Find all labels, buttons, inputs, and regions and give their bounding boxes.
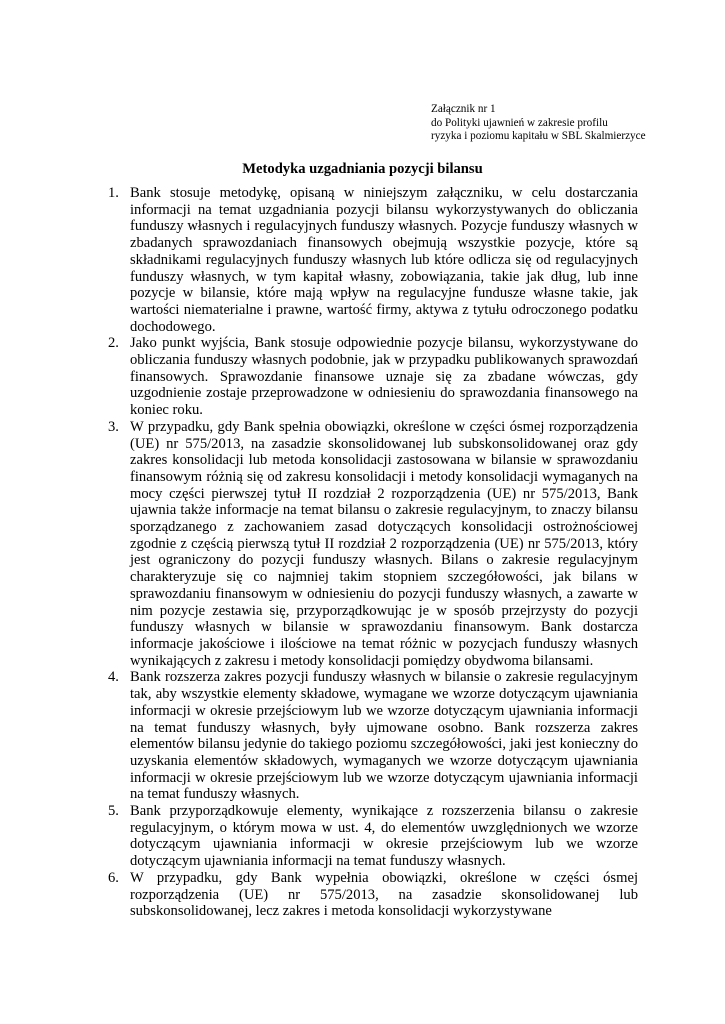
list-item-text: Bank stosuje metodykę, opisaną w niniejszym załączniku, w celu dostarczania informacji na temat uzgadniania pozycji bilansu wykorzystywanych do obliczania funduszy własnych i regulacyjnych funduszy własnych. Pozycje funduszy własnych w zbadanych sprawozdaniach finansowych obejmują wszystkie pozycje, które są składnikami regulacyjnych funduszy własnych lub które odlicza się od regulacyjnych funduszy własnych, w tym kapitał własny, zobowiązania, takie jak dług, lub inne pozycje w bilansie, które mają wpływ na regulacyjne fundusze własne takie, jak wartości niematerialne i prawne, wartość firmy, aktywa z tytułu odroczonego podatku dochodowego. bbox=[130, 185, 638, 335]
list-item bbox=[108, 870, 638, 920]
list-item-number: 2. bbox=[108, 335, 119, 352]
list-item bbox=[108, 185, 638, 335]
list-item-text: Jako punkt wyjścia, Bank stosuje odpowiednie pozycje bilansu, wykorzystywane do obliczania funduszy własnych podobnie, jak w przypadku publikowanych sprawozdań finansowych. Sprawozdanie finansowe uznaje się za zbadane wówczas, gdy uzgodnienie zostaje przeprowadzone w odniesieniu do sprawozdania finansowego na koniec roku. bbox=[130, 335, 638, 419]
list-item bbox=[108, 419, 638, 670]
document-title: Metodyka uzgadniania pozycji bilansu bbox=[242, 161, 483, 177]
list-item-number: 1. bbox=[108, 185, 119, 201]
list-item-text: Bank przyporządkowuje elementy, wynikające z rozszerzenia bilansu o zakresie regulacyjnym, o którym mowa w ust. 4, do elementów uwzględnionych we wzorze dotyczącym ujawniania informacji w okresie przejściowym lub we wzorze dotyczącym ujawniania informacji na temat funduszy własnych. bbox=[130, 803, 638, 870]
numbered-list bbox=[108, 185, 638, 920]
list-item-number: 5. bbox=[108, 803, 119, 820]
list-item bbox=[108, 335, 638, 419]
list-item-number: 3. bbox=[108, 418, 119, 435]
list-item bbox=[108, 669, 638, 803]
annex-line-3: ryzyka i poziomu kapitału w SBL Skalmierzyce bbox=[431, 130, 646, 143]
list-item bbox=[108, 803, 638, 870]
annex-header bbox=[431, 103, 711, 144]
list-item-number: 4. bbox=[108, 669, 119, 686]
annex-line-1: Załącznik nr 1 bbox=[431, 103, 496, 115]
list-item-number: 6. bbox=[108, 869, 119, 886]
list-item-text: W przypadku, gdy Bank wypełnia obowiązki, określone w części ósmej rozporządzenia (UE) nr 575/2013, na zasadzie skonsolidowanej lub subskonsolidowanej, lecz zakres i metoda konsolidacji wykorzystywane bbox=[130, 869, 638, 920]
list-item-text: Bank rozszerza zakres pozycji funduszy własnych w bilansie o zakresie regulacyjnym tak, aby wszystkie elementy składowe, wymagane we wzorze dotyczącym ujawniania informacji w okresie przejściowym lub we wzorze dotyczącym ujawniania informacji na temat funduszy własnych, były ujmowane osobno. Bank rozszerza zakres elementów bilansu jedynie do takiego poziomu szczegółowości, jaki jest konieczny do uzyskania elementów składowych, wymaganych we wzorze dotyczącym ujawniania informacji w okresie przejściowym lub we wzorze dotyczącym ujawniania informacji na temat funduszy własnych. bbox=[130, 669, 638, 803]
annex-line-2: do Polityki ujawnień w zakresie profilu bbox=[431, 116, 608, 129]
list-item-text: W przypadku, gdy Bank spełnia obowiązki, określone w części ósmej rozporządzenia (UE) nr 575/2013, na zasadzie skonsolidowanej lub subskonsolidowanej oraz gdy zakres konsolidacji lub metoda konsolidacji zastosowana w bilansie w sprawozdaniu finansowym różnią się od zakresu konsolidacji i metody konsolidacji wymaganych na mocy części pierwszej tytuł II rozdział 2 rozporządzenia (UE) nr 575/2013, Bank ujawnia także informacje na temat bilansu o zakresie regulacyjnym, to znaczy bilansu sporządzanego z zachowaniem zasad dotyczących konsolidacji ostrożnościowej zgodnie z częścią pierwszą tytuł II rozdział 2 rozporządzenia (UE) nr 575/2013, który jest ograniczony do pozycji funduszy własnych. Bilans o zakresie regulacyjnym charakteryzuje się co najmniej takim stopniem szczegółowości, jak bilans w sprawozdaniu finansowym w odniesieniu do pozycji funduszy własnych, a zawarte w nim pozycje zestawia się, przyporządkowując je w sposób przejrzysty do pozycji funduszy własnych w bilansie w sprawozdaniu finansowym. Bank dostarcza informacje jakościowe i ilościowe na temat różnic w pozycjach funduszy własnych wynikających z zakresu i metody konsolidacji pomiędzy obydwoma bilansami. bbox=[130, 418, 638, 669]
